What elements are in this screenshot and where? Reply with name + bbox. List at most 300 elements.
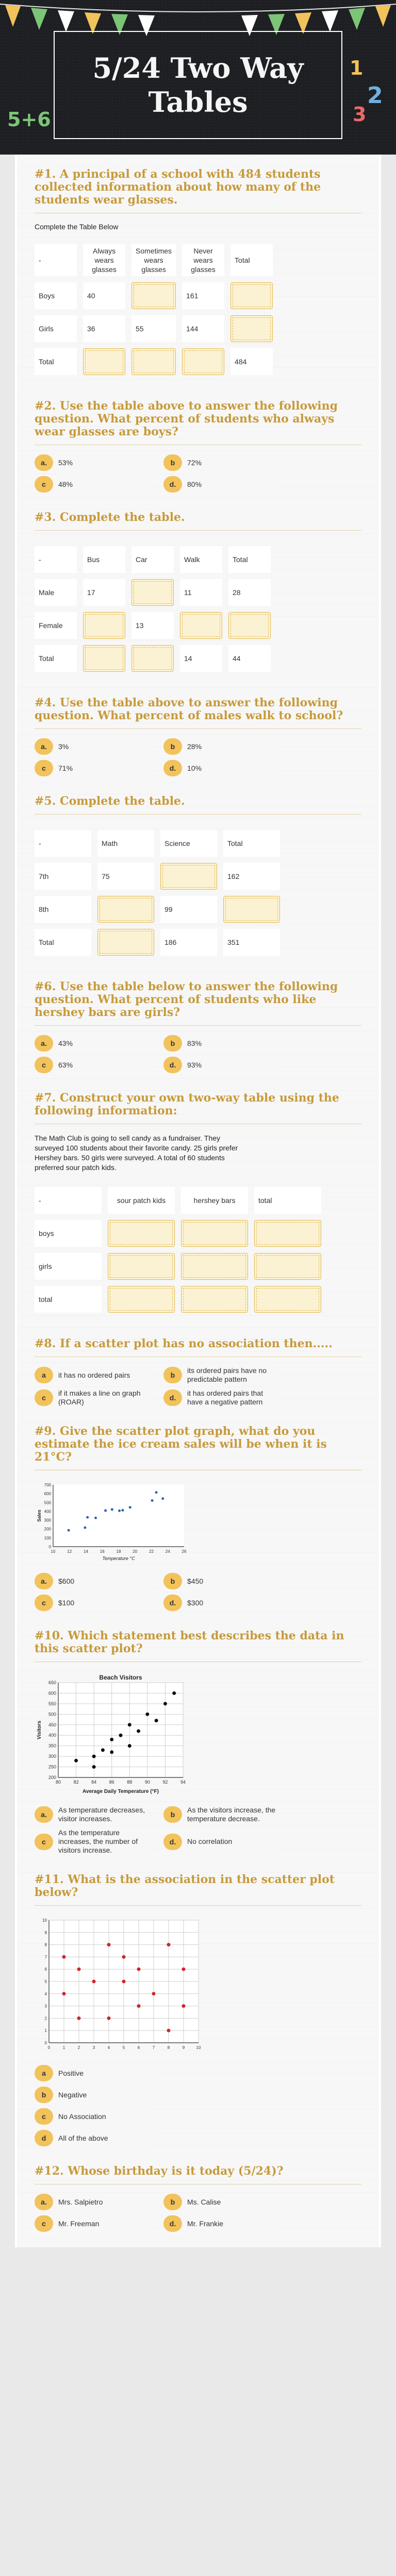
blank-input-cell[interactable] <box>230 282 273 309</box>
table-cell: 99 <box>160 896 217 923</box>
table-cell: - <box>35 1187 102 1214</box>
data-point <box>74 1759 78 1762</box>
question-11 <box>35 1860 361 2151</box>
answer-option-a[interactable] <box>35 2194 148 2210</box>
data-point <box>68 1529 70 1532</box>
answer-option-d[interactable] <box>163 476 277 493</box>
answer-option-b[interactable] <box>163 454 277 471</box>
plot-area <box>58 1683 183 1777</box>
table-cell: 484 <box>230 348 273 375</box>
answer-text: 71% <box>58 764 73 772</box>
answer-option-b[interactable] <box>163 1366 277 1384</box>
x-tick-label: 1 <box>62 2045 65 2050</box>
answer-option-a[interactable] <box>35 1806 148 1823</box>
table-cell: 351 <box>223 929 280 956</box>
data-point <box>128 1723 131 1726</box>
question-10 <box>35 1616 361 1860</box>
table-header-cell: Sometimes wears glasses <box>131 244 176 276</box>
table-cell: - <box>35 244 77 276</box>
x-tick-label: 26 <box>182 1549 187 1554</box>
answer-letter: a. <box>35 2194 53 2210</box>
answer-letter: d. <box>163 2215 182 2232</box>
answer-letter: b <box>163 1573 182 1589</box>
data-point <box>119 1734 123 1737</box>
answer-option-c[interactable] <box>35 1389 148 1406</box>
data-point <box>172 1691 176 1695</box>
row-label: Female <box>35 612 77 639</box>
x-tick-label: 10 <box>196 2045 201 2050</box>
answer-option-d[interactable] <box>163 1057 277 1073</box>
data-point <box>137 2004 141 2008</box>
table-header-cell: Walk <box>180 546 222 573</box>
data-point <box>122 1980 126 1984</box>
x-tick-label: 8 <box>167 2045 170 2050</box>
data-point <box>161 1497 164 1500</box>
answer-letter: b <box>163 2194 182 2210</box>
y-axis-label: Sales <box>37 1510 42 1522</box>
y-tick-label: 500 <box>48 1711 56 1717</box>
answer-letter: c <box>35 1834 53 1850</box>
answer-option-b[interactable] <box>163 1573 277 1589</box>
table-header-cell: Total <box>223 830 280 857</box>
table-header-cell: Total <box>228 546 271 573</box>
answer-text: 28% <box>187 742 202 751</box>
y-tick-label: 0 <box>44 2041 47 2045</box>
question-6 <box>35 967 361 1078</box>
answer-text: All of the above <box>58 2133 108 2142</box>
data-point <box>86 1516 89 1519</box>
data-point <box>145 1713 149 1716</box>
answer-option-c[interactable] <box>35 2215 148 2232</box>
answer-text: $450 <box>187 1577 204 1585</box>
data-point <box>182 1968 186 1971</box>
table-cell: 36 <box>83 315 125 342</box>
answer-option-a[interactable] <box>35 1366 148 1384</box>
question-6-title: #6. Use the table below to answer the following question. What percent of students who like hershey bars are girls? <box>35 980 338 1019</box>
answer-letter: d. <box>163 476 182 493</box>
data-point <box>84 1527 86 1529</box>
divider <box>35 728 361 729</box>
x-tick-label: 20 <box>133 1549 138 1554</box>
y-tick-label: 10 <box>42 1918 47 1923</box>
table-row <box>35 1286 321 1313</box>
answer-text: 48% <box>58 480 73 488</box>
data-point <box>137 1968 141 1971</box>
data-point <box>182 2004 186 2008</box>
table-row <box>35 1220 321 1247</box>
answer-option-d[interactable] <box>163 760 277 776</box>
answer-text: Positive <box>58 2069 84 2077</box>
table-header-cell: total <box>254 1187 321 1214</box>
blank-input-cell[interactable] <box>181 1286 248 1313</box>
x-tick-label: 12 <box>67 1549 72 1554</box>
table-cell: 11 <box>180 579 222 606</box>
data-point <box>107 2016 111 2020</box>
blank-input-cell[interactable] <box>83 612 125 639</box>
y-tick-label: 1 <box>44 2028 47 2033</box>
answer-text: if it makes a line on graph (ROAR) <box>58 1389 141 1406</box>
answer-text: As the visitors increase, the temperature decrease. <box>187 1806 276 1823</box>
blank-input-cell[interactable] <box>182 348 224 375</box>
question-3 <box>35 498 361 683</box>
y-tick-label: 700 <box>44 1483 51 1487</box>
answer-letter: d. <box>163 1057 182 1073</box>
row-label: Total <box>35 348 77 375</box>
row-label: Total <box>35 929 91 956</box>
y-tick-label: 6 <box>44 1967 47 1972</box>
y-tick-label: 100 <box>44 1535 51 1540</box>
answer-options <box>35 1035 277 1073</box>
answer-option-d[interactable] <box>163 2215 277 2232</box>
answer-option-a[interactable] <box>35 454 148 471</box>
table-cell: 13 <box>131 612 174 639</box>
answer-option-b[interactable] <box>163 1035 277 1052</box>
answer-letter: d. <box>163 1389 182 1406</box>
transport-table <box>28 540 277 678</box>
row-label: total <box>35 1286 102 1313</box>
answer-option-b[interactable] <box>163 1806 277 1823</box>
answer-letter: a <box>35 2065 53 2081</box>
table-cell: 75 <box>97 863 154 890</box>
x-tick-label: 14 <box>84 1549 88 1554</box>
blank-input-cell[interactable] <box>131 579 174 606</box>
answer-text: Mr. Frankie <box>187 2219 224 2228</box>
table-cell: - <box>35 830 91 857</box>
table-row <box>35 579 271 606</box>
y-tick-label: 300 <box>48 1754 56 1759</box>
question-8-title: #8. If a scatter plot has no association then..... <box>35 1337 333 1350</box>
x-tick-label: 4 <box>107 2045 110 2050</box>
row-label: 8th <box>35 896 91 923</box>
table-cell: 186 <box>160 929 217 956</box>
answer-letter: a <box>35 1367 53 1383</box>
table-row <box>35 315 273 342</box>
answer-text: 72% <box>187 458 202 467</box>
blank-input-cell[interactable] <box>230 315 273 342</box>
x-tick-label: 10 <box>51 1549 56 1554</box>
table-header-cell: Always wears glasses <box>83 244 125 276</box>
data-point <box>152 1992 156 1995</box>
x-tick-label: 80 <box>55 1780 61 1785</box>
question-2-title: #2. Use the table above to answer the following question. What percent of students who always wear glasses are boys? <box>35 399 338 438</box>
answer-text: No Association <box>58 2112 106 2121</box>
title-card <box>54 31 342 139</box>
question-2 <box>35 386 361 498</box>
blank-input-cell[interactable] <box>83 645 125 672</box>
divider <box>35 1025 361 1026</box>
answer-option-b[interactable] <box>163 2194 277 2210</box>
answer-option-a[interactable] <box>35 1035 148 1052</box>
question-4-title: #4. Use the table above to answer the following question. What percent of males walk to school? <box>35 696 343 722</box>
answer-option-c[interactable] <box>35 1595 148 1611</box>
table-row <box>35 896 280 923</box>
y-axis-label: Visitors <box>37 1720 42 1740</box>
chalk-math-left: 5+6 <box>7 108 51 131</box>
question-8 <box>35 1324 361 1412</box>
answer-letter: b <box>35 2087 53 2103</box>
answer-letter: b <box>163 1806 182 1823</box>
association-chart-container <box>35 1915 361 2057</box>
table-cell: 14 <box>180 645 222 672</box>
question-4 <box>35 683 361 782</box>
answer-letter: d <box>35 2130 53 2146</box>
data-point <box>77 2016 81 2020</box>
answer-options <box>35 454 277 493</box>
answer-text: 43% <box>58 1039 73 1047</box>
question-5-title: #5. Complete the table. <box>35 794 185 808</box>
y-tick-label: 400 <box>44 1509 51 1514</box>
answer-options <box>35 1806 277 1855</box>
answer-text: 53% <box>58 458 73 467</box>
answer-text: it has ordered pairs that have a negative pattern <box>187 1389 263 1406</box>
question-7-paragraph: The Math Club is going to sell candy as a fundraiser. They surveyed 100 students about their favorite candy. 25 girls prefer Hershey bars. 50 girls were surveyed. A total of 60 students preferred sour patch kids. <box>35 1134 238 1172</box>
blank-input-cell[interactable] <box>254 1220 321 1247</box>
table-header-row <box>35 244 273 276</box>
x-tick-label: 5 <box>122 2045 125 2050</box>
row-label: Girls <box>35 315 77 342</box>
answer-letter: a. <box>35 454 53 471</box>
answer-text: No correlation <box>187 1837 233 1845</box>
answer-letter: d. <box>163 760 182 776</box>
table-header-row <box>35 546 271 573</box>
answer-text: Ms. Calise <box>187 2197 221 2206</box>
x-tick-label: 82 <box>73 1780 79 1785</box>
row-label: girls <box>35 1253 102 1280</box>
answer-letter: c <box>35 2215 53 2232</box>
x-axis-label: Average Daily Temperature (°F) <box>82 1789 159 1794</box>
x-tick-label: 3 <box>92 2045 95 2050</box>
answer-text: $100 <box>58 1598 75 1607</box>
answer-letter: b <box>163 1367 182 1383</box>
table-row <box>35 348 273 375</box>
chart-title: Beach Visitors <box>99 1674 142 1681</box>
x-tick-label: 7 <box>152 2045 155 2050</box>
data-point <box>121 1509 124 1512</box>
answer-option-d[interactable] <box>163 1595 277 1611</box>
x-tick-label: 24 <box>165 1549 170 1554</box>
answer-option-b[interactable] <box>163 738 277 755</box>
ice-cream-chart-container <box>35 1480 361 1565</box>
x-tick-label: 16 <box>100 1549 105 1554</box>
answer-options <box>35 738 277 776</box>
answer-option-a[interactable] <box>35 1573 148 1589</box>
blank-input-cell[interactable] <box>97 896 154 923</box>
candy-table <box>28 1181 327 1319</box>
x-tick-label: 6 <box>137 2045 140 2050</box>
data-point <box>129 1506 131 1509</box>
blank-input-cell[interactable] <box>108 1286 175 1313</box>
table-cell: - <box>35 546 77 573</box>
beach-visitors-scatter-chart <box>35 1671 189 1795</box>
table-header-cell: hershey bars <box>181 1187 248 1214</box>
table-cell: 161 <box>182 282 224 309</box>
y-tick-label: 200 <box>44 1527 51 1532</box>
answer-options <box>35 2194 277 2232</box>
y-tick-label: 300 <box>44 1518 51 1523</box>
answer-text: 83% <box>187 1039 202 1047</box>
answer-option-c[interactable] <box>35 2108 153 2125</box>
data-point <box>110 1738 113 1741</box>
table-row <box>35 612 271 639</box>
data-point <box>137 1730 140 1733</box>
divider <box>35 1905 361 1906</box>
answer-letter: c <box>35 1595 53 1611</box>
y-tick-label: 2 <box>44 2016 47 2021</box>
question-5 <box>35 782 361 967</box>
table-header-cell: Never wears glasses <box>182 244 224 276</box>
answer-letter: a. <box>35 1035 53 1052</box>
row-label: boys <box>35 1220 102 1247</box>
beach-visitors-chart-container <box>35 1671 361 1798</box>
y-tick-label: 600 <box>44 1492 51 1497</box>
blank-input-cell[interactable] <box>108 1220 175 1247</box>
x-tick-label: 2 <box>77 2045 80 2050</box>
answer-text: Mrs. Salpietro <box>58 2197 103 2206</box>
data-point <box>92 1980 96 1984</box>
answer-option-d[interactable] <box>163 1389 277 1406</box>
x-tick-label: 0 <box>47 2045 51 2050</box>
answer-option-c[interactable] <box>35 1057 148 1073</box>
answer-letter: b <box>163 738 182 755</box>
y-tick-label: 650 <box>48 1680 56 1685</box>
answer-text: 80% <box>187 480 202 488</box>
answer-text: Mr. Freeman <box>58 2219 100 2228</box>
data-point <box>163 1702 167 1705</box>
question-9 <box>35 1412 361 1616</box>
table-header-cell: Car <box>131 546 174 573</box>
answer-text: As the temperature increases, the number of visitors increase. <box>58 1828 138 1854</box>
table-cell: 162 <box>223 863 280 890</box>
answer-letter: b <box>163 1035 182 1052</box>
answer-option-c[interactable] <box>35 1828 148 1855</box>
answer-options <box>35 1366 277 1406</box>
blank-input-cell[interactable] <box>181 1253 248 1280</box>
x-axis-label: Temperature °C <box>102 1556 135 1561</box>
answer-letter: c <box>35 760 53 776</box>
data-point <box>118 1510 121 1512</box>
data-point <box>101 1748 105 1752</box>
answer-text: 3% <box>58 742 69 751</box>
question-3-title: #3. Complete the table. <box>35 511 185 524</box>
row-label: Total <box>35 645 77 672</box>
table-cell: 40 <box>83 282 125 309</box>
table-row <box>35 1253 321 1280</box>
answer-options <box>35 1573 277 1611</box>
blank-input-cell[interactable] <box>254 1253 321 1280</box>
answer-text: As temperature decreases, visitor increases. <box>58 1806 145 1823</box>
row-label: 7th <box>35 863 91 890</box>
blank-input-cell[interactable] <box>131 282 176 309</box>
y-tick-label: 4 <box>44 1991 47 1996</box>
data-point <box>110 1750 113 1754</box>
blank-input-cell[interactable] <box>108 1253 175 1280</box>
ice-cream-scatter-chart <box>35 1480 189 1562</box>
x-tick-label: 90 <box>144 1780 150 1785</box>
table-header-cell: Bus <box>83 546 125 573</box>
answer-text: Negative <box>58 2090 87 2099</box>
table-row <box>35 863 280 890</box>
answer-text: 10% <box>187 764 202 772</box>
answer-option-c[interactable] <box>35 476 148 493</box>
table-cell: 17 <box>83 579 125 606</box>
blank-input-cell[interactable] <box>83 348 125 375</box>
answer-text: $300 <box>187 1598 204 1607</box>
answer-option-a[interactable] <box>35 2065 153 2081</box>
chalk-number-3: 3 <box>353 103 367 126</box>
question-7 <box>35 1078 361 1324</box>
y-tick-label: 350 <box>48 1743 56 1749</box>
blank-input-cell[interactable] <box>97 929 154 956</box>
blank-input-cell[interactable] <box>254 1286 321 1313</box>
answer-letter: c <box>35 1389 53 1406</box>
data-point <box>77 1968 81 1971</box>
answer-letter: c <box>35 2108 53 2125</box>
blank-input-cell[interactable] <box>181 1220 248 1247</box>
y-tick-label: 450 <box>48 1722 56 1727</box>
x-tick-label: 22 <box>149 1549 154 1554</box>
glasses-table <box>28 238 279 381</box>
x-tick-label: 86 <box>109 1780 114 1785</box>
data-point <box>92 1755 96 1758</box>
x-tick-label: 9 <box>182 2045 185 2050</box>
chalk-number-1: 1 <box>350 57 364 79</box>
page-title: 5/24 Two Way Tables <box>92 52 304 118</box>
y-tick-label: 7 <box>44 1955 47 1960</box>
table-header-cell: Total <box>230 244 273 276</box>
table-cell: 55 <box>131 315 176 342</box>
question-10-title: #10. Which statement best describes the data in this scatter plot? <box>35 1629 344 1655</box>
blank-input-cell[interactable] <box>228 612 271 639</box>
answer-letter: d. <box>163 1834 182 1850</box>
data-point <box>107 1943 111 1946</box>
blank-input-cell[interactable] <box>223 896 280 923</box>
divider <box>35 814 361 815</box>
data-point <box>151 1499 154 1502</box>
y-tick-label: 8 <box>44 1942 47 1947</box>
header <box>0 0 396 155</box>
blank-input-cell[interactable] <box>131 348 176 375</box>
answer-option-d[interactable] <box>35 2130 153 2146</box>
answer-letter: a. <box>35 738 53 755</box>
data-point <box>155 1719 158 1722</box>
question-7-title: #7. Construct your own two-way table using the following information: <box>35 1091 339 1117</box>
question-1-title: #1. A principal of a school with 484 students collected information about how many of the students wear glasses. <box>35 167 321 207</box>
answer-text: $600 <box>58 1577 75 1585</box>
answer-option-c[interactable] <box>35 760 148 776</box>
table-cell: 44 <box>228 645 271 672</box>
table-row <box>35 645 271 672</box>
blank-input-cell[interactable] <box>160 863 217 890</box>
data-point <box>111 1508 113 1511</box>
question-1-instruction: Complete the Table Below <box>35 223 119 231</box>
answer-option-b[interactable] <box>35 2087 153 2103</box>
answer-letter: c <box>35 476 53 493</box>
question-9-title: #9. Give the scatter plot graph, what do you estimate the ice cream sales will be when it is 21°C? <box>35 1425 327 1464</box>
answer-option-d[interactable] <box>163 1828 277 1855</box>
answer-text: its ordered pairs have no predictable pattern <box>187 1366 267 1383</box>
table-cell: 28 <box>228 579 271 606</box>
association-scatter-chart <box>35 1915 205 2054</box>
blank-input-cell[interactable] <box>180 612 222 639</box>
x-tick-label: 94 <box>180 1780 186 1785</box>
y-tick-label: 550 <box>48 1701 56 1706</box>
answer-options <box>35 2065 153 2146</box>
y-tick-label: 5 <box>44 1979 47 1984</box>
table-header-cell: Science <box>160 830 217 857</box>
blank-input-cell[interactable] <box>131 645 174 672</box>
data-point <box>167 1943 171 1946</box>
answer-option-a[interactable] <box>35 738 148 755</box>
